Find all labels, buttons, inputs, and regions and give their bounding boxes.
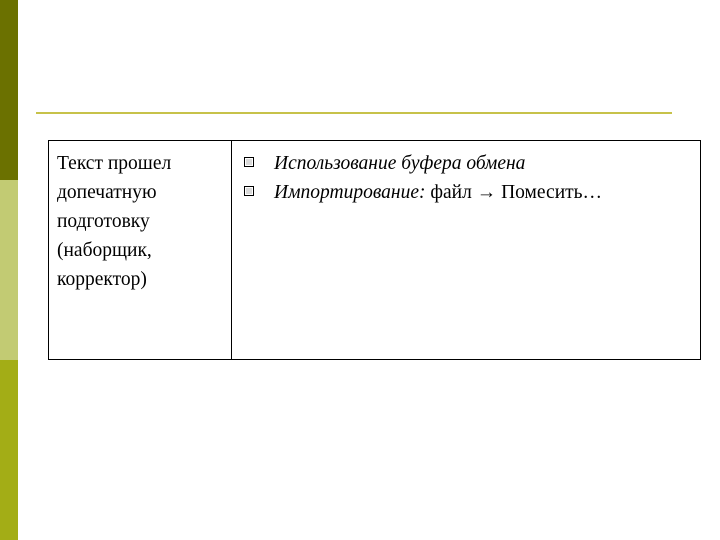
- checkbox-bullet-icon: [244, 157, 254, 167]
- checkbox-bullet-icon: [244, 186, 254, 196]
- sidebar-block-middle: [0, 180, 18, 360]
- list-item: [240, 178, 692, 207]
- table-row: [49, 141, 701, 360]
- bullet-italic-text: Импортирование:: [274, 182, 426, 203]
- sidebar-decoration: [0, 0, 18, 540]
- sidebar-block-bottom: [0, 360, 18, 540]
- content-table: [48, 140, 701, 360]
- bullet-italic-text: Использование буфера обмена: [274, 153, 526, 174]
- sidebar-block-top: [0, 0, 18, 180]
- bullet-normal-text: файл → Помесить…: [425, 182, 603, 203]
- left-cell: Текст прошел допечатную подготовку (наборщик, корректор): [49, 141, 232, 360]
- title-divider: [36, 112, 672, 114]
- bullet-list: [240, 149, 692, 207]
- right-cell: [232, 141, 701, 360]
- list-item: [240, 149, 692, 178]
